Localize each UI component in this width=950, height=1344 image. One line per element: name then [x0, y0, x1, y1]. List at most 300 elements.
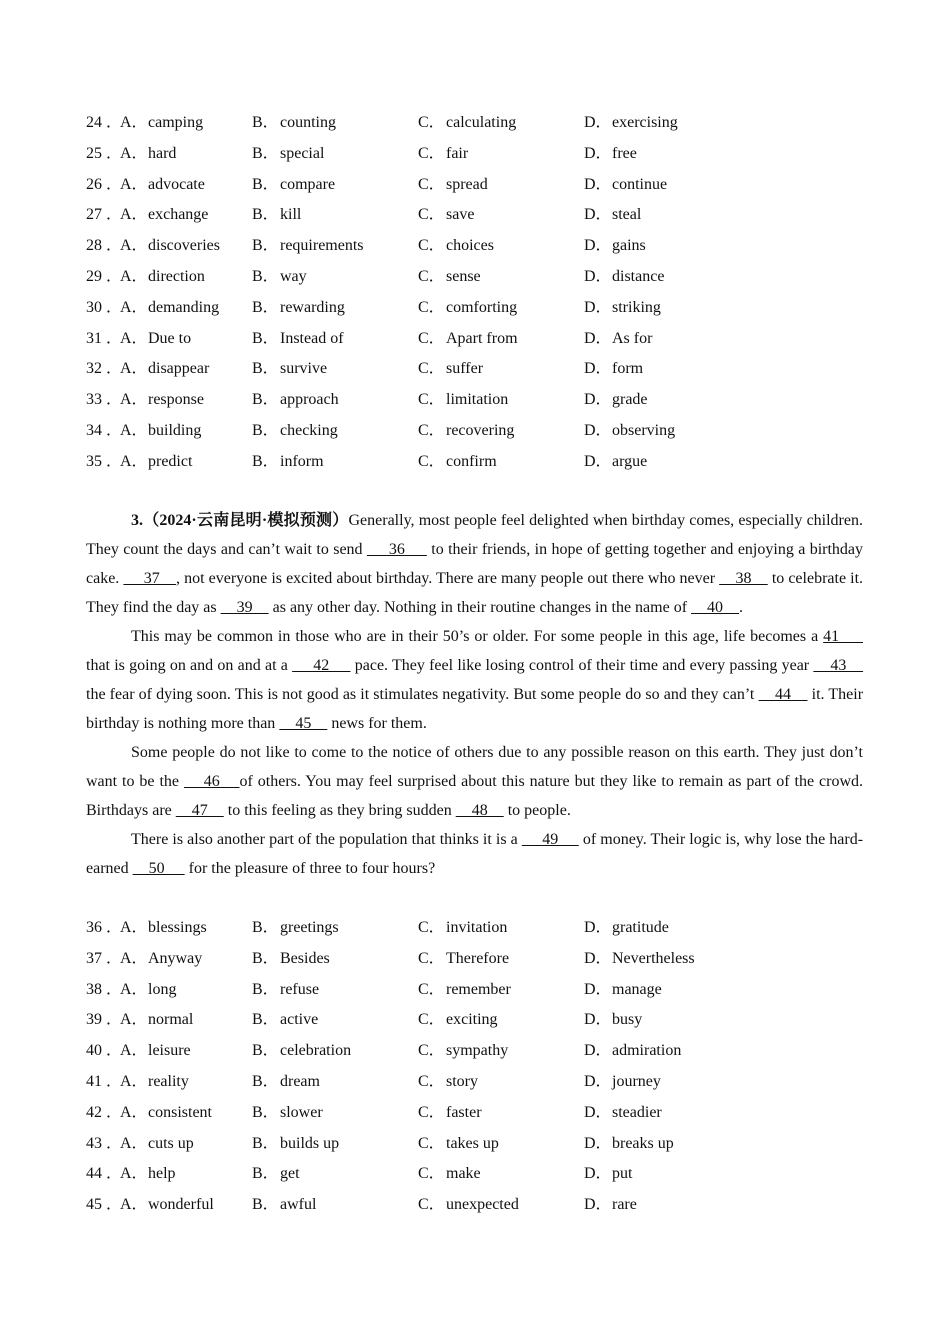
option-letter: C． — [418, 206, 445, 224]
option-letter: A． — [120, 298, 148, 316]
option-text: exercising — [612, 114, 678, 131]
option-c — [418, 293, 517, 324]
option-d — [584, 1098, 662, 1129]
option-text: continue — [612, 175, 668, 193]
option-text: awful — [280, 1196, 317, 1214]
option-c — [418, 416, 514, 447]
option-b — [252, 1036, 351, 1067]
option-text: unexpected — [446, 1196, 519, 1214]
option-text: rare — [612, 1196, 637, 1214]
option-c — [418, 1190, 519, 1221]
option-text: leisure — [148, 1042, 191, 1060]
option-letter: C． — [418, 237, 445, 255]
option-text: greetings — [280, 919, 339, 936]
question-row — [86, 262, 876, 293]
option-d — [584, 293, 661, 324]
option-letter: A． — [120, 360, 148, 378]
option-letter: B． — [252, 206, 279, 224]
option-d — [584, 913, 669, 944]
question-number: 40 — [86, 1042, 102, 1060]
option-d — [584, 200, 641, 231]
question-number-dot: ． — [106, 1134, 123, 1152]
question-row — [86, 108, 876, 139]
option-a — [120, 293, 219, 324]
question-number-dot: ． — [106, 360, 123, 378]
option-letter: B． — [252, 267, 279, 285]
option-letter: D． — [584, 1196, 612, 1214]
option-text: direction — [148, 267, 205, 285]
option-text: survive — [280, 360, 328, 378]
option-a — [120, 1129, 194, 1160]
option-letter: B． — [252, 1134, 279, 1152]
option-letter: A． — [120, 329, 148, 347]
option-text: recovering — [446, 421, 515, 439]
option-letter: B． — [252, 421, 279, 439]
option-text: refuse — [280, 980, 320, 998]
option-text: confirm — [446, 452, 497, 470]
option-letter: B． — [252, 980, 279, 998]
option-d — [584, 354, 643, 385]
question-source-tag: 3.（2024·云南昆明·模拟预测） — [131, 512, 349, 529]
option-letter: C． — [418, 391, 445, 409]
answer-options-24-35 — [86, 108, 876, 478]
option-text: observing — [612, 421, 676, 439]
option-letter: C． — [418, 452, 445, 470]
option-c — [418, 170, 488, 201]
blank-41: 41 — [823, 628, 864, 645]
question-number: 41 — [86, 1072, 102, 1090]
question-number-dot: ． — [106, 298, 123, 316]
option-c — [418, 354, 483, 385]
option-b — [252, 139, 324, 170]
option-text: inform — [280, 452, 324, 470]
option-letter: D． — [584, 421, 612, 439]
option-text: discoveries — [148, 237, 220, 255]
option-c — [418, 231, 494, 262]
blank-46: 46 — [183, 773, 240, 790]
option-c — [418, 1005, 498, 1036]
option-letter: A． — [120, 237, 148, 255]
option-letter: D． — [584, 391, 612, 409]
question-number: 25 — [86, 144, 102, 162]
question-number-dot: ． — [106, 144, 123, 162]
option-letter: A． — [120, 267, 148, 285]
option-letter: D． — [584, 298, 612, 316]
option-d — [584, 1036, 681, 1067]
question-row — [86, 416, 876, 447]
option-d — [584, 1005, 642, 1036]
option-letter: B． — [252, 949, 279, 967]
option-letter: C． — [418, 144, 445, 162]
question-row — [86, 324, 876, 355]
question-number-dot: ． — [106, 206, 123, 224]
option-a — [120, 1098, 212, 1129]
option-letter: C． — [418, 1011, 445, 1029]
option-c — [418, 447, 497, 478]
question-row — [86, 1129, 876, 1160]
option-text: faster — [446, 1103, 482, 1121]
option-text: disappear — [148, 360, 210, 378]
option-c — [418, 385, 508, 416]
option-d — [584, 170, 667, 201]
option-c — [418, 1036, 508, 1067]
question-number: 35 — [86, 452, 102, 470]
option-text: get — [280, 1165, 300, 1183]
option-letter: C． — [418, 1072, 445, 1090]
question-row — [86, 1190, 876, 1221]
option-d — [584, 975, 662, 1006]
option-text: form — [612, 360, 644, 378]
option-letter: D． — [584, 1134, 612, 1152]
option-letter: D． — [584, 452, 612, 470]
option-letter: B． — [252, 1042, 279, 1060]
option-letter: A． — [120, 1196, 148, 1214]
question-number-dot: ． — [106, 1072, 123, 1090]
question-number-dot: ． — [106, 329, 123, 347]
option-c — [418, 944, 509, 975]
option-b — [252, 200, 301, 231]
option-text: Therefore — [446, 949, 510, 967]
blank-49: 49 — [521, 831, 579, 848]
question-number-dot: ． — [106, 1103, 123, 1121]
option-text: Besides — [280, 949, 330, 967]
question-number: 45 — [86, 1196, 102, 1214]
question-number: 32 — [86, 360, 102, 378]
option-letter: D． — [584, 206, 612, 224]
question-number-dot: ． — [106, 421, 123, 439]
option-letter: C． — [418, 919, 445, 936]
option-text: Apart from — [446, 329, 518, 347]
option-text: sense — [446, 267, 481, 285]
option-text: normal — [148, 1011, 194, 1029]
option-c — [418, 913, 507, 944]
option-a — [120, 1190, 214, 1221]
option-letter: D． — [584, 949, 612, 967]
question-number: 24 — [86, 114, 102, 131]
option-b — [252, 975, 319, 1006]
passage-paragraph-2: This may be common in those who are in their 50’s or older. For some people in this age, life becomes a 41 that is going on and on and at a 42 pace. They feel like losing control of their time and every passing year 43 the fear of dying soon. This is not good as it stimulates negativity. But some people do so and they can’t 44 it. Their birthday is nothing more than 45 news for them. — [86, 628, 864, 732]
option-a — [120, 170, 205, 201]
option-letter: A． — [120, 1103, 148, 1121]
option-letter: A． — [120, 1072, 148, 1090]
option-text: fair — [446, 144, 469, 162]
option-d — [584, 1190, 637, 1221]
option-text: Anyway — [148, 949, 203, 967]
option-c — [418, 324, 518, 355]
option-c — [418, 108, 516, 139]
blank-50: 50 — [132, 860, 185, 877]
question-row — [86, 200, 876, 231]
option-letter: D． — [584, 1011, 612, 1029]
option-d — [584, 1129, 674, 1160]
option-c — [418, 1159, 481, 1190]
option-letter: C． — [418, 421, 445, 439]
option-c — [418, 262, 481, 293]
blank-37: 37 — [123, 570, 177, 587]
option-d — [584, 944, 695, 975]
option-a — [120, 913, 207, 944]
option-d — [584, 1067, 661, 1098]
passage-paragraph-3: Some people do not like to come to the notice of others due to any possible reason on this earth. They just don’t want to be the 46 of others. You may feel surprised about this nature but they like to remain as part of the crowd. Birthdays are 47 to this feeling as they bring sudden 48 to people. — [86, 744, 863, 819]
option-a — [120, 354, 209, 385]
option-letter: A． — [120, 421, 148, 439]
option-text: blessings — [148, 919, 207, 936]
option-text: distance — [612, 267, 665, 285]
question-row — [86, 1098, 876, 1129]
option-text: make — [446, 1165, 481, 1183]
option-letter: D． — [584, 1042, 612, 1060]
question-number: 27 — [86, 206, 102, 224]
option-b — [252, 944, 330, 975]
question-number-dot: ． — [106, 452, 123, 470]
option-d — [584, 262, 664, 293]
option-letter: A． — [120, 206, 148, 224]
option-text: consistent — [148, 1103, 212, 1121]
blank-40: 40 — [691, 599, 740, 616]
option-text: limitation — [446, 391, 509, 409]
option-letter: B． — [252, 237, 279, 255]
option-letter: B． — [252, 1196, 279, 1214]
option-letter: A． — [120, 114, 148, 131]
question-row — [86, 1067, 876, 1098]
question-number-dot: ． — [106, 980, 123, 998]
option-text: save — [446, 206, 475, 224]
question-row — [86, 975, 876, 1006]
question-number: 44 — [86, 1165, 102, 1183]
option-d — [584, 1159, 632, 1190]
option-text: breaks up — [612, 1134, 674, 1152]
option-text: sympathy — [446, 1042, 509, 1060]
blank-42: 42 — [292, 657, 351, 674]
option-c — [418, 139, 468, 170]
option-letter: B． — [252, 298, 279, 316]
option-text: manage — [612, 980, 662, 998]
option-b — [252, 170, 335, 201]
option-text: approach — [280, 391, 339, 409]
option-text: free — [612, 144, 637, 162]
option-d — [584, 416, 675, 447]
option-a — [120, 108, 203, 139]
option-letter: D． — [584, 1103, 612, 1121]
question-number: 43 — [86, 1134, 102, 1152]
option-text: argue — [612, 452, 648, 470]
option-letter: C． — [418, 329, 445, 347]
option-a — [120, 1005, 193, 1036]
option-b — [252, 416, 338, 447]
passage-paragraph-1: 3.（2024·云南昆明·模拟预测）Generally, most people feel delighted when birthday comes, especially children. They count the days and can’t wait to send 36 to their friends, in hope of getting together and enjoying a birthday cake. 37 , not everyone is excited about birthday. There are many people out there who never 38 to celebrate it. They find the day as 39 as any other day. Nothing in their routine changes in the name of 40 . — [86, 512, 864, 616]
option-a — [120, 139, 176, 170]
option-text: grade — [612, 391, 648, 409]
option-letter: B． — [252, 452, 279, 470]
option-letter: A． — [120, 980, 148, 998]
option-text: Due to — [148, 329, 192, 347]
option-text: admiration — [612, 1042, 682, 1060]
option-letter: B． — [252, 114, 279, 131]
option-c — [418, 975, 511, 1006]
question-row — [86, 293, 876, 324]
option-letter: C． — [418, 949, 445, 967]
option-letter: A． — [120, 391, 148, 409]
option-b — [252, 1190, 316, 1221]
option-a — [120, 447, 192, 478]
option-text: response — [148, 391, 204, 409]
option-text: steal — [612, 206, 642, 224]
option-text: exciting — [446, 1011, 498, 1029]
question-row — [86, 139, 876, 170]
blank-47: 47 — [175, 802, 224, 819]
option-b — [252, 354, 327, 385]
question-number-dot: ． — [106, 1011, 123, 1029]
question-row — [86, 944, 876, 975]
blank-48: 48 — [455, 802, 504, 819]
option-text: striking — [612, 298, 661, 316]
option-letter: C． — [418, 1165, 445, 1183]
option-b — [252, 1067, 320, 1098]
option-letter: B． — [252, 1072, 279, 1090]
option-c — [418, 1098, 482, 1129]
option-text: takes up — [446, 1134, 499, 1152]
option-letter: C． — [418, 267, 445, 285]
option-text: active — [280, 1011, 319, 1029]
option-letter: D． — [584, 1072, 612, 1090]
option-text: wonderful — [148, 1196, 214, 1214]
option-d — [584, 108, 678, 139]
question-row — [86, 1159, 876, 1190]
option-letter: D． — [584, 1165, 612, 1183]
option-letter: A． — [120, 175, 148, 193]
option-letter: C． — [418, 114, 445, 131]
question-number-dot: ． — [106, 237, 123, 255]
option-c — [418, 200, 474, 231]
option-text: choices — [446, 237, 494, 255]
question-row — [86, 231, 876, 262]
option-letter: B． — [252, 1103, 279, 1121]
option-text: gains — [612, 237, 646, 255]
option-d — [584, 139, 637, 170]
option-text: story — [446, 1072, 478, 1090]
option-b — [252, 262, 307, 293]
question-row — [86, 385, 876, 416]
question-number-dot: ． — [106, 114, 123, 131]
question-row — [86, 447, 876, 478]
option-d — [584, 231, 646, 262]
option-letter: C． — [418, 1103, 445, 1121]
question-number: 34 — [86, 421, 102, 439]
option-text: camping — [148, 114, 204, 131]
option-text: builds up — [280, 1134, 340, 1152]
question-number: 33 — [86, 391, 102, 409]
question-number: 26 — [86, 175, 102, 193]
option-letter: A． — [120, 919, 148, 936]
option-letter: A． — [120, 949, 148, 967]
option-text: help — [148, 1165, 176, 1183]
question-row — [86, 913, 876, 944]
option-a — [120, 1067, 189, 1098]
option-c — [418, 1129, 499, 1160]
option-b — [252, 1005, 318, 1036]
option-text: calculating — [446, 114, 517, 131]
option-b — [252, 913, 339, 944]
option-letter: D． — [584, 360, 612, 378]
option-letter: D． — [584, 144, 612, 162]
option-b — [252, 1129, 339, 1160]
option-text: kill — [280, 206, 302, 224]
question-row — [86, 170, 876, 201]
question-number-dot: ． — [106, 175, 123, 193]
option-text: remember — [446, 980, 511, 998]
option-b — [252, 1098, 323, 1129]
option-letter: B． — [252, 175, 279, 193]
question-number: 37 — [86, 949, 102, 967]
option-letter: C． — [418, 1134, 445, 1152]
option-b — [252, 108, 336, 139]
option-text: rewarding — [280, 298, 345, 316]
option-letter: B． — [252, 919, 279, 936]
option-text: journey — [612, 1072, 661, 1090]
answer-options-36-45 — [86, 913, 876, 1221]
option-letter: D． — [584, 980, 612, 998]
option-text: predict — [148, 452, 193, 470]
option-a — [120, 200, 208, 231]
option-b — [252, 1159, 300, 1190]
blank-39: 39 — [220, 599, 269, 616]
option-text: gratitude — [612, 919, 669, 936]
option-text: demanding — [148, 298, 220, 316]
option-a — [120, 231, 220, 262]
option-b — [252, 385, 339, 416]
passage-paragraph-4: There is also another part of the population that thinks it is a 49 of money. Their logic is, why lose the hard-earned 50 for the pleasure of three to four hours? — [86, 831, 864, 877]
option-letter: C． — [418, 1196, 445, 1214]
blank-44: 44 — [758, 686, 808, 703]
option-letter: D． — [584, 175, 612, 193]
blank-45: 45 — [279, 715, 328, 732]
blank-36: 36 — [366, 541, 427, 558]
option-text: celebration — [280, 1042, 352, 1060]
option-d — [584, 447, 647, 478]
option-text: dream — [280, 1072, 320, 1090]
option-a — [120, 416, 201, 447]
option-text: long — [148, 980, 177, 998]
option-letter: C． — [418, 175, 445, 193]
option-text: special — [280, 144, 325, 162]
option-text: Instead of — [280, 329, 344, 347]
option-a — [120, 975, 176, 1006]
option-text: requirements — [280, 237, 364, 255]
question-number: 30 — [86, 298, 102, 316]
option-letter: C． — [418, 360, 445, 378]
option-letter: A． — [120, 1042, 148, 1060]
option-a — [120, 324, 191, 355]
question-number: 29 — [86, 267, 102, 285]
question-number-dot: ． — [106, 267, 123, 285]
blank-43: 43 — [813, 657, 864, 674]
option-text: building — [148, 421, 202, 439]
option-text: As for — [612, 329, 653, 347]
option-text: Nevertheless — [612, 949, 695, 967]
option-text: hard — [148, 144, 177, 162]
option-letter: A． — [120, 452, 148, 470]
question-number: 38 — [86, 980, 102, 998]
option-text: comforting — [446, 298, 518, 316]
option-a — [120, 262, 205, 293]
option-b — [252, 324, 344, 355]
question-number-dot: ． — [106, 391, 123, 409]
option-text: advocate — [148, 175, 205, 193]
option-letter: A． — [120, 1165, 148, 1183]
option-text: invitation — [446, 919, 508, 936]
question-number: 39 — [86, 1011, 102, 1029]
option-text: spread — [446, 175, 488, 193]
